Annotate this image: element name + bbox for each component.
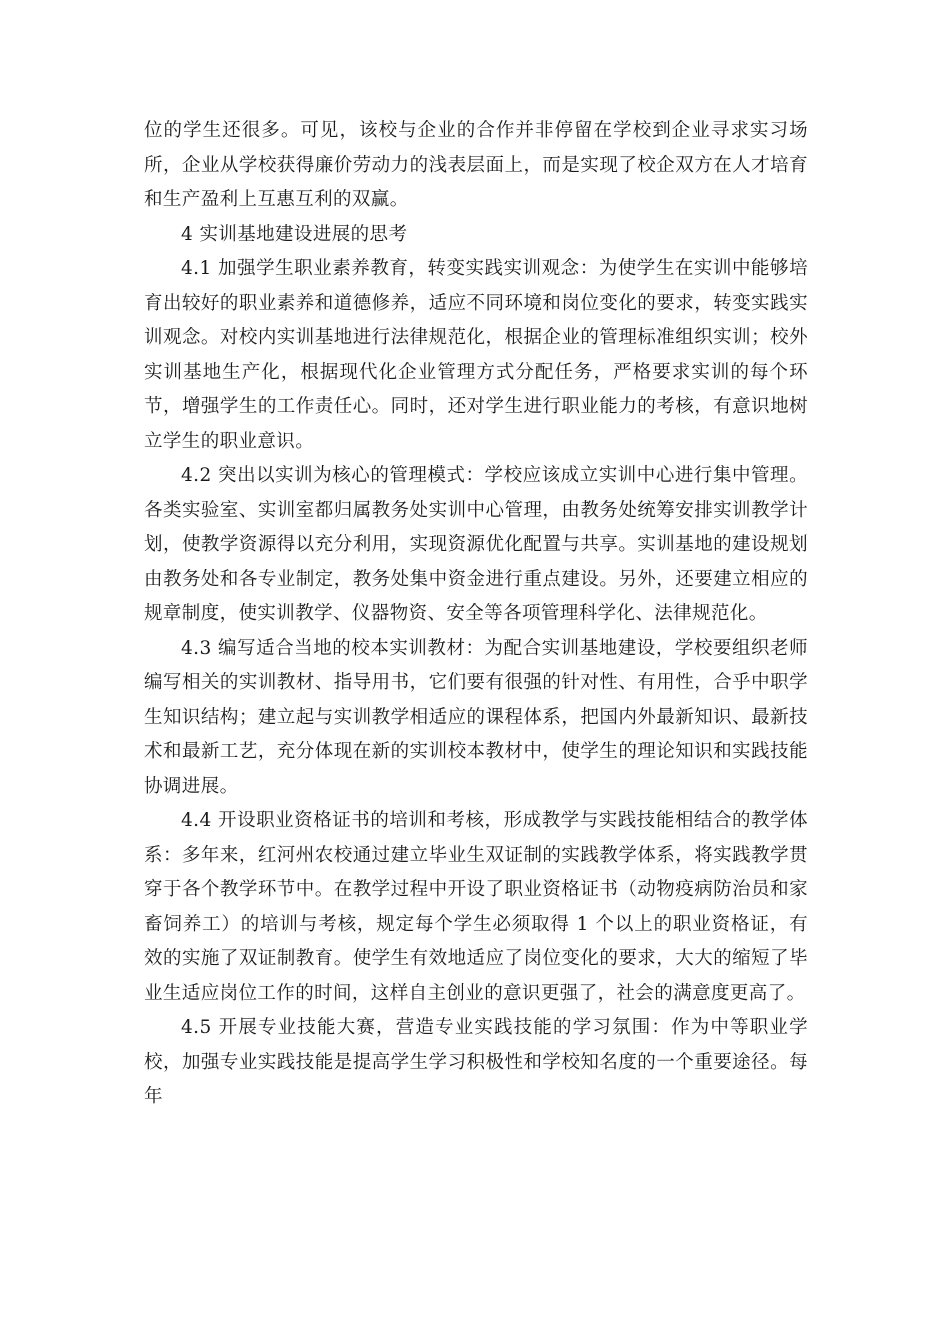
paragraph-4-5: 4.5 开展专业技能大赛，营造专业实践技能的学习氛围：作为中等职业学校，加强专业实践技能是提高学生学习积极性和学校知名度的一个重要途径。每年 [144,1017,808,1107]
section-heading-4: 4 实训基地建设进展的思考 [181,223,408,245]
document-body [144,114,808,1115]
paragraph-4-4: 4.4 开设职业资格证书的培训和考核，形成教学与实践技能相结合的教学体系：多年来，红河州农校通过建立毕业生双证制的实践教学体系，将实践教学贯穿于各个教学环节中。在教学过程中开设了职业资格证书（动物疫病防治员和家畜饲养工）的培训与考核，规定每个学生必须取得 1 个以上的职业资格证，有效的实施了双证制教育。使学生有效地适应了岗位变化的要求，大大的缩短了毕业生适应岗位工作的时间，这样自主创业的意识更强了，社会的满意度更高了。 [144,810,808,1004]
paragraph-continuation: 位的学生还很多。可见，该校与企业的合作并非停留在学校到企业寻求实习场所，企业从学校获得廉价劳动力的浅表层面上，而是实现了校企双方在人才培育和生产盈利上互惠互利的双赢。 [144,120,808,210]
paragraph-4-3: 4.3 编写适合当地的校本实训教材：为配合实训基地建设，学校要组织老师编写相关的实训教材、指导用书，它们要有很强的针对性、有用性，合乎中职学生知识结构；建立起与实训教学相适应的课程体系，把国内外最新知识、最新技术和最新工艺，充分体现在新的实训校本教材中，使学生的理论知识和实践技能协调进展。 [144,637,808,797]
paragraph-4-1: 4.1 加强学生职业素养教育，转变实践实训观念：为使学生在实训中能够培育出较好的职业素养和道德修养，适应不同环境和岗位变化的要求，转变实践实训观念。对校内实训基地进行法律规范化，根据企业的管理标准组织实训；校外实训基地生产化，根据现代化企业管理方式分配任务，严格要求实训的每个环节，增强学生的工作责任心。同时，还对学生进行职业能力的考核，有意识地树立学生的职业意识。 [144,258,808,452]
paragraph-4-2: 4.2 突出以实训为核心的管理模式：学校应该成立实训中心进行集中管理。各类实验室、实训室都归属教务处实训中心管理，由教务处统筹安排实训教学计划，使教学资源得以充分利用，实现资源优化配置与共享。实训基地的建设规划由教务处和各专业制定，教务处集中资金进行重点建设。另外，还要建立相应的规章制度，使实训教学、仪器物资、安全等各项管理科学化、法律规范化。 [144,465,808,624]
